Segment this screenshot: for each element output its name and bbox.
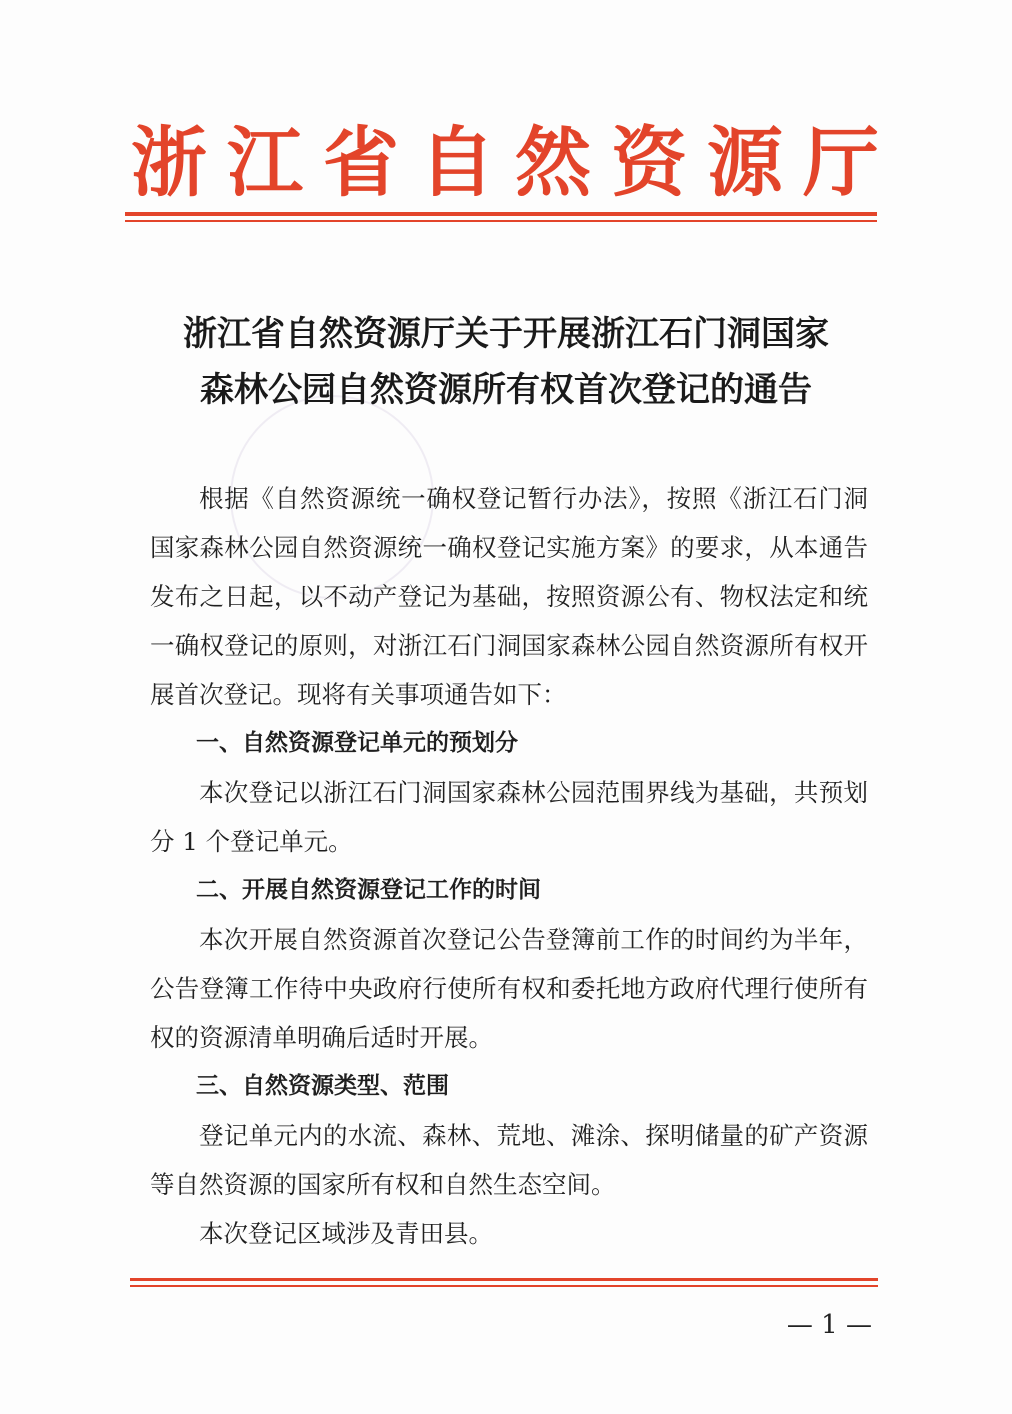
section-heading-2: 二、开展自然资源登记工作的时间 xyxy=(196,877,541,903)
document-title-line-1: 浙江省自然资源厅关于开展浙江石门洞国家 xyxy=(183,314,829,354)
section-3-paragraph-2: 本次登记区域涉及青田县。 xyxy=(199,1219,493,1248)
section-heading-1: 一、自然资源登记单元的预划分 xyxy=(196,730,518,756)
section-2-paragraph: 本次开展自然资源首次登记公告登簿前工作的时间约为半年，公告登簿工作待中央政府行使所有权和委托地方政府代理行使所有权的资源清单明确后适时开展。 xyxy=(150,925,868,1052)
section-3-paragraph-1: 登记单元内的水流、森林、荒地、滩涂、探明储量的矿产资源等自然资源的国家所有权和自然生态空间。 xyxy=(150,1121,868,1199)
footer-red-rule xyxy=(130,1278,878,1281)
document-title-line-2: 森林公园自然资源所有权首次登记的通告 xyxy=(200,370,812,410)
page-number: — 1 — xyxy=(786,1310,872,1340)
intro-paragraph: 根据《自然资源统一确权登记暂行办法》，按照《浙江石门洞国家森林公园自然资源统一确权登记实施方案》的要求，从本通告发布之日起，以不动产登记为基础，按照资源公有、物权法定和统一确权登记的原则，对浙江石门洞国家森林公园自然资源所有权开展首次登记。现将有关事项通告如下： xyxy=(150,484,868,709)
footer-red-rule-thin xyxy=(130,1285,878,1287)
masthead-title: 浙江省自然资源厅 xyxy=(131,118,899,207)
masthead-red-rule-thin xyxy=(125,220,877,222)
masthead-red-rule xyxy=(125,212,877,216)
section-heading-3: 三、自然资源类型、范围 xyxy=(196,1073,449,1099)
document-title xyxy=(130,306,882,418)
section-1-paragraph: 本次登记以浙江石门洞国家森林公园范围界线为基础，共预划分 1 个登记单元。 xyxy=(150,778,868,856)
document-body xyxy=(150,474,868,1258)
